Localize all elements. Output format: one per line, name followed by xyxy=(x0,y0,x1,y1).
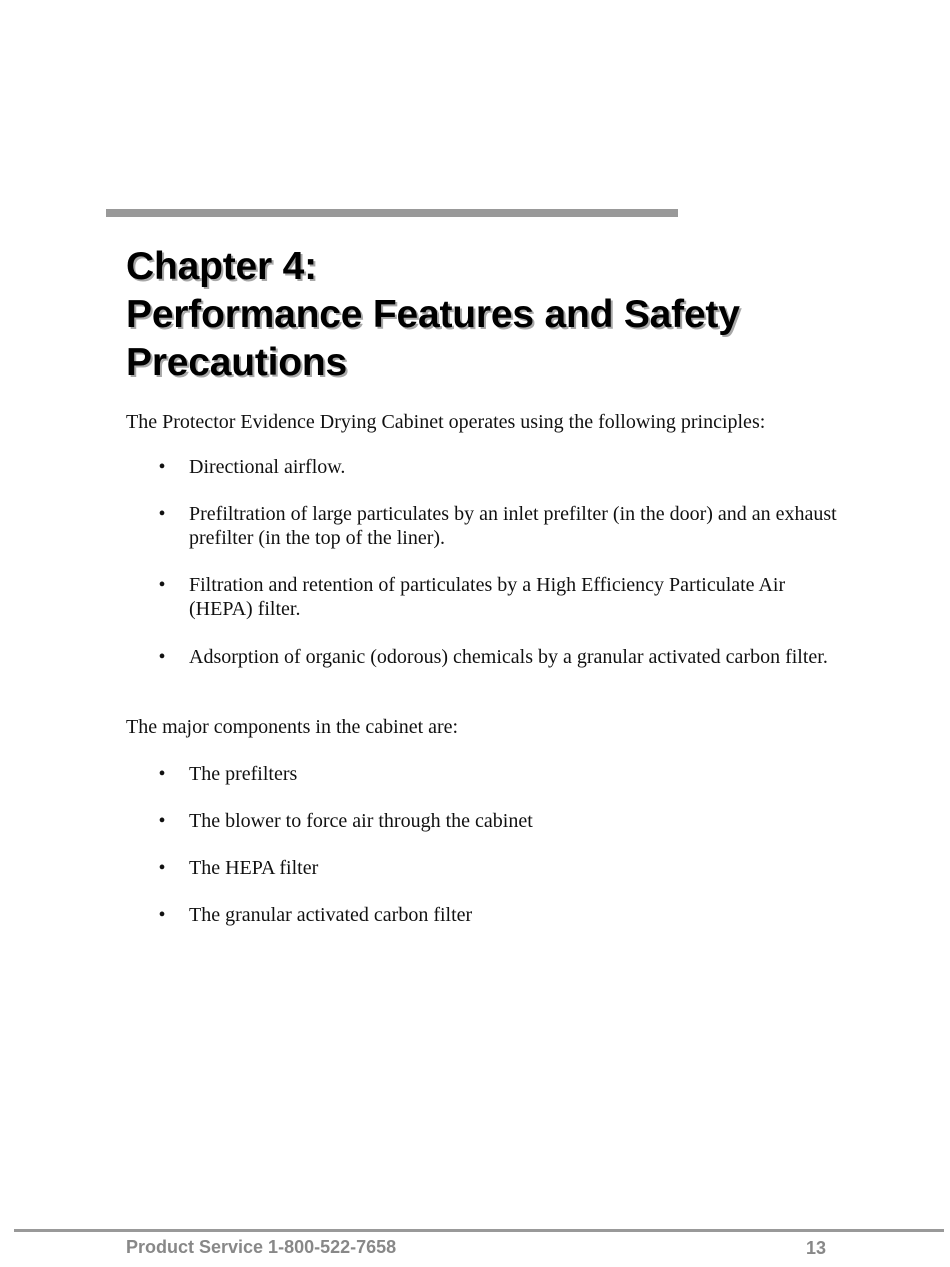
chapter-title-line-3: Precautions xyxy=(126,341,348,384)
bullet-icon: • xyxy=(158,857,166,879)
list-item xyxy=(126,903,846,927)
list-item-text: The HEPA filter xyxy=(189,857,319,879)
chapter-top-rule xyxy=(106,209,678,217)
list-item xyxy=(126,762,846,786)
footer-rule xyxy=(14,1229,944,1232)
list-item-text: The granular activated carbon filter xyxy=(189,904,473,926)
chapter-title xyxy=(126,243,886,387)
chapter-title-line-2: Performance Features and Safety xyxy=(126,293,740,336)
list-item-text: Adsorption of organic (odorous) chemicals by a granular activated carbon filter. xyxy=(189,646,828,668)
bullet-icon: • xyxy=(158,646,166,668)
list-item-text: The prefilters xyxy=(189,763,298,785)
bullet-icon: • xyxy=(158,810,166,832)
list-item-text: Directional airflow. xyxy=(189,456,346,478)
bullet-icon: • xyxy=(158,763,166,785)
list-item-text: The blower to force air through the cabinet xyxy=(189,810,533,832)
list-item xyxy=(126,809,846,833)
product-service-phone: Product Service 1-800-522-7658 xyxy=(126,1237,397,1257)
bullet-icon: • xyxy=(158,456,166,478)
page-number: 13 xyxy=(806,1238,827,1258)
list-item xyxy=(126,502,846,550)
list-item xyxy=(126,573,846,621)
principles-intro: The Protector Evidence Drying Cabinet operates using the following principles: xyxy=(126,411,766,433)
bullet-icon: • xyxy=(158,904,166,926)
list-item xyxy=(126,455,846,479)
bullet-icon: • xyxy=(158,574,166,596)
list-item-text: Filtration and retention of particulates by a High Efficiency Particulate Air (HEPA) filter. xyxy=(189,574,786,620)
list-item-text: Prefiltration of large particulates by an inlet prefilter (in the door) and an exhaust prefilter (in the top of the liner). xyxy=(189,503,837,549)
list-item xyxy=(126,856,846,880)
bullet-icon: • xyxy=(158,503,166,525)
chapter-number: Chapter 4: xyxy=(126,245,317,288)
components-intro: The major components in the cabinet are: xyxy=(126,716,459,738)
list-item xyxy=(126,645,846,669)
